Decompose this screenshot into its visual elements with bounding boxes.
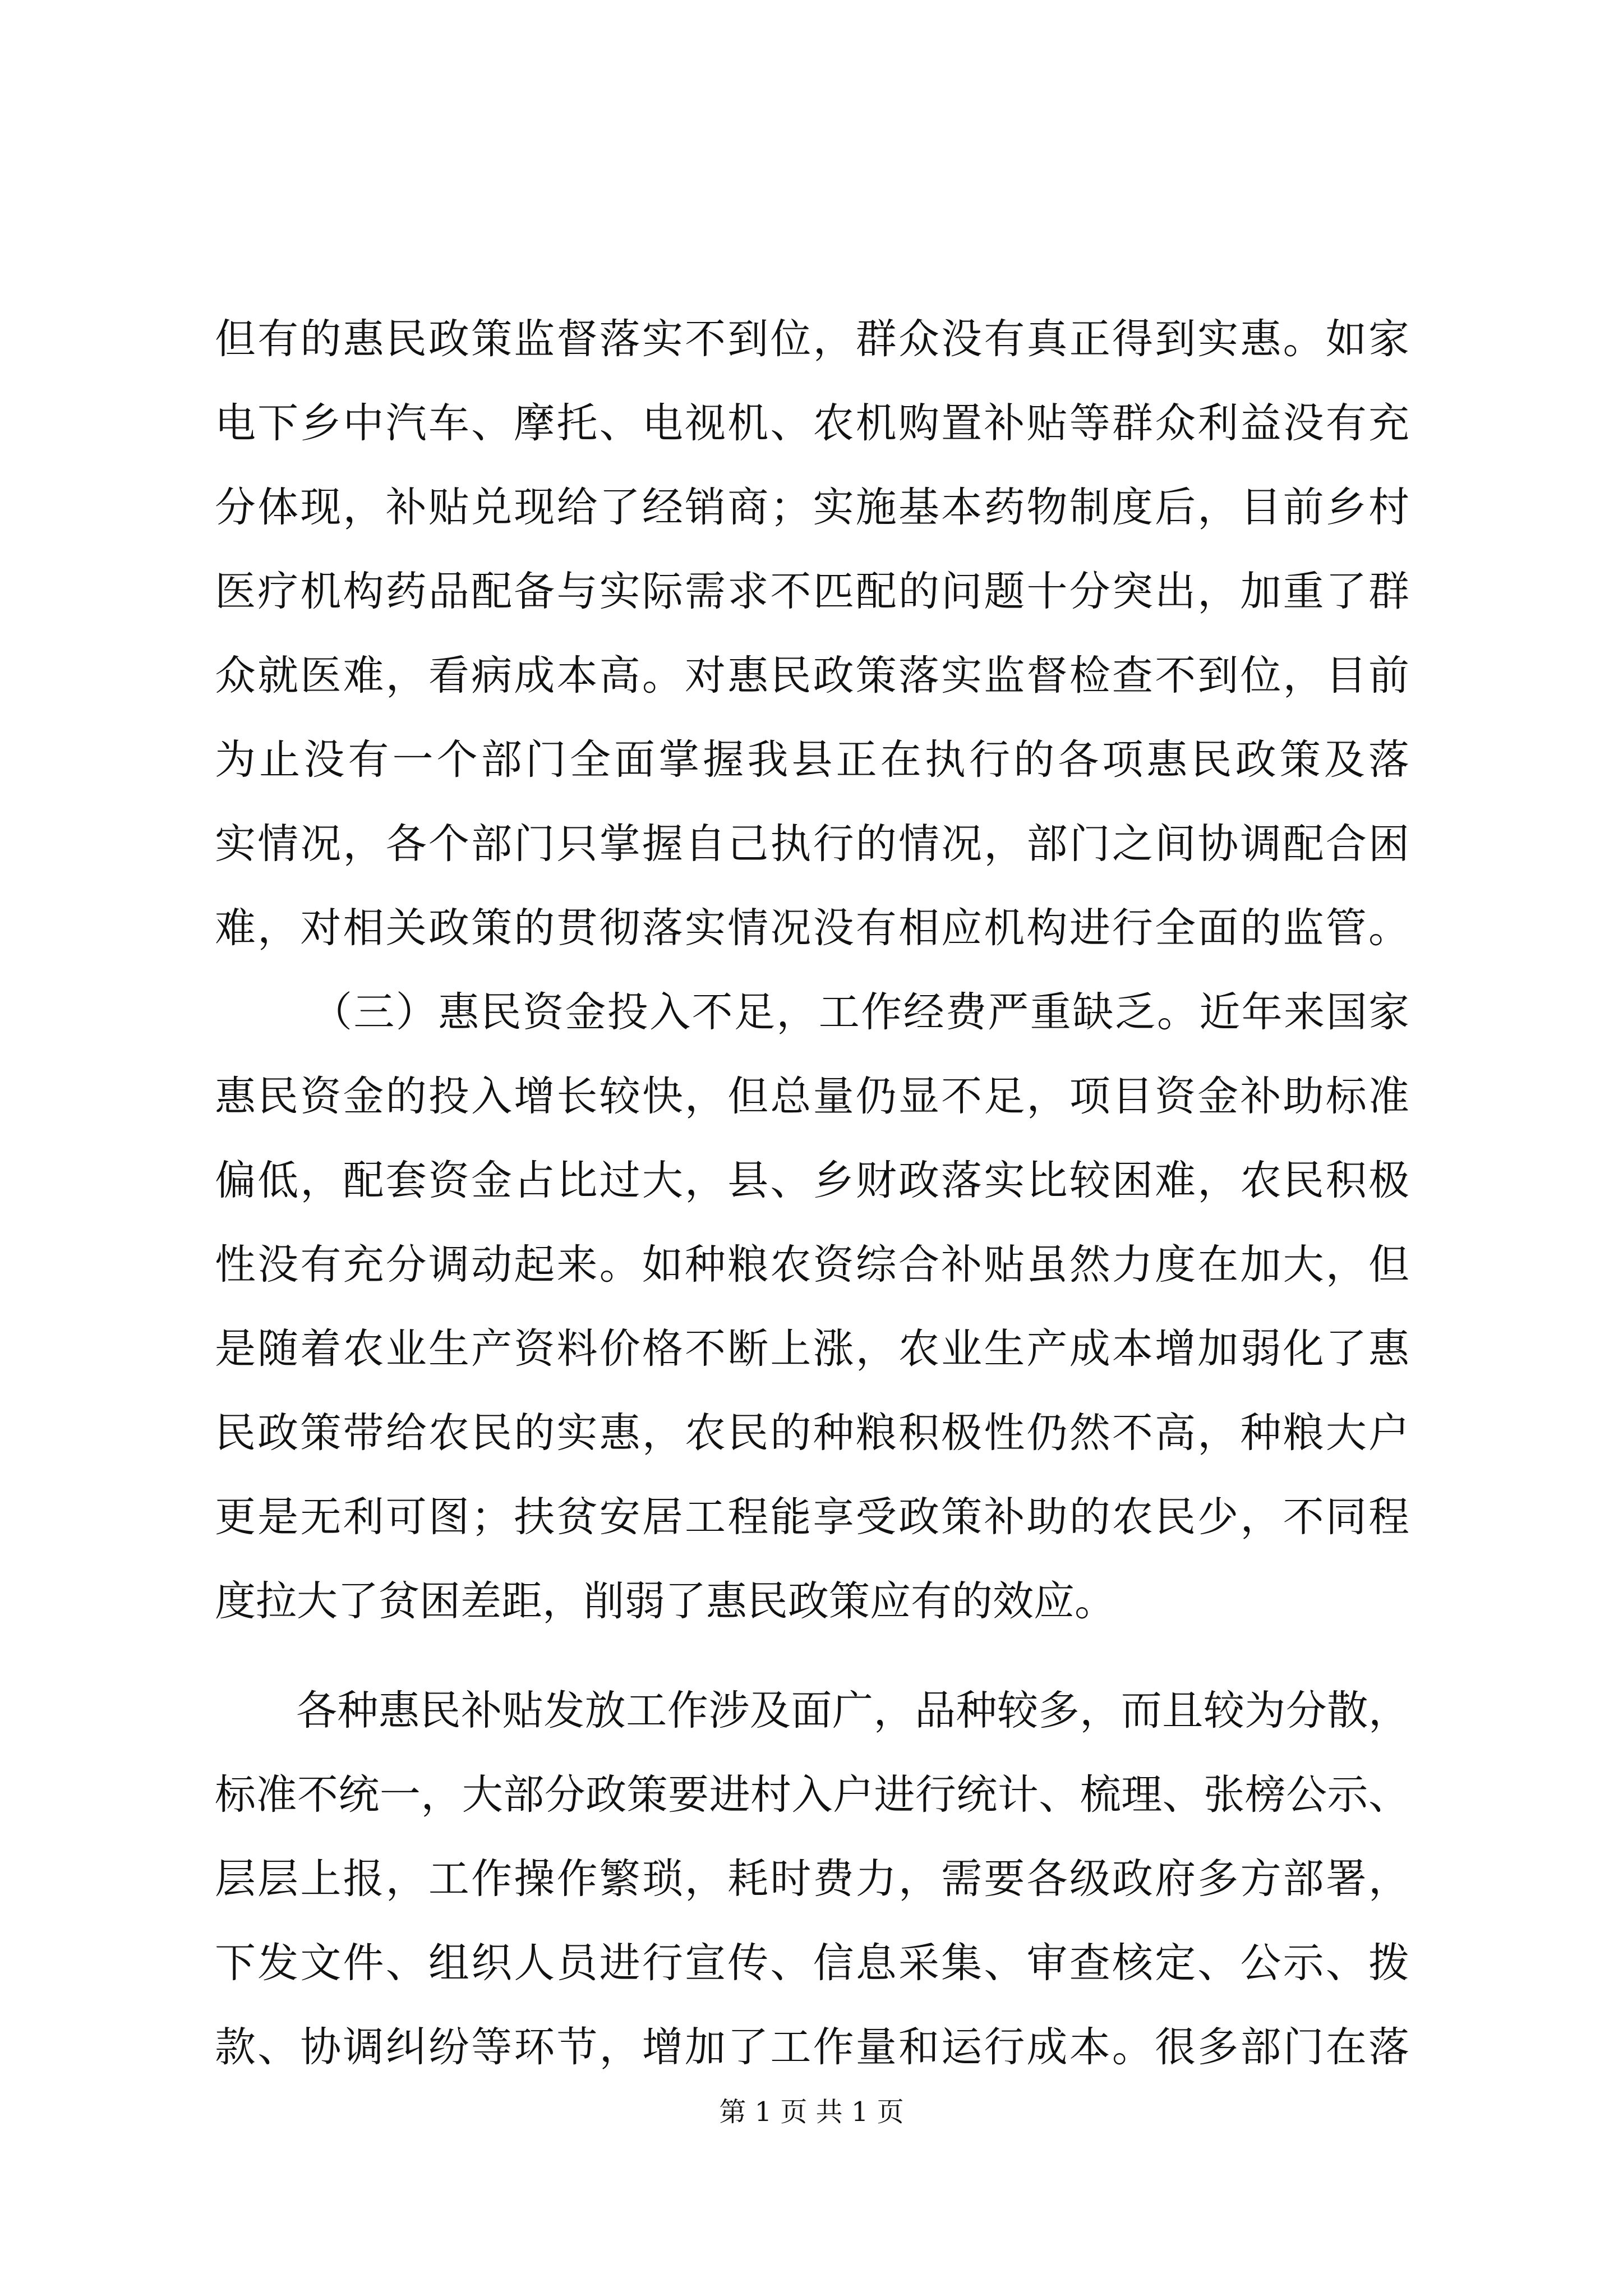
page-number-footer: 第 1 页 共 1 页 (719, 2096, 904, 2128)
text-line: 民政策带给农民的实惠，农民的种粮积极性仍然不高，种粮大户 (215, 1409, 1409, 1457)
text-line: 款、协调纠纷等环节，增加了工作量和运行成本。很多部门在落 (215, 2023, 1409, 2071)
text-line: 难，对相关政策的贯彻落实情况没有相应机构进行全面的监管。 (215, 904, 1409, 952)
text-line: 实情况，各个部门只掌握自己执行的情况，部门之间协调配合困 (215, 820, 1409, 868)
text-line: 分体现，补贴兑现给了经销商；实施基本药物制度后，目前乡村 (215, 484, 1409, 531)
text-line: 下发文件、组织人员进行宣传、信息采集、审查核定、公示、拨 (215, 1939, 1409, 1987)
text-line: 更是无利可图；扶贫安居工程能享受政策补助的农民少，不同程 (215, 1493, 1409, 1541)
text-line: 度拉大了贫困差距，削弱了惠民政策应有的效应。 (215, 1577, 1115, 1625)
text-line: 为止没有一个部门全面掌握我县正在执行的各项惠民政策及落 (215, 736, 1409, 784)
text-line: 各种惠民补贴发放工作涉及面广，品种较多，而且较为分散， (296, 1687, 1409, 1734)
text-line: （三）惠民资金投入不足，工作经费严重缺乏。近年来国家 (311, 988, 1409, 1036)
text-line: 层层上报，工作操作繁琐，耗时费力，需要各级政府多方部署， (215, 1855, 1409, 1903)
text-line: 是随着农业生产资料价格不断上涨，农业生产成本增加弱化了惠 (215, 1325, 1409, 1373)
text-line: 但有的惠民政策监督落实不到位，群众没有真正得到实惠。如家 (215, 315, 1409, 363)
text-line: 偏低，配套资金占比过大，县、乡财政落实比较困难，农民积极 (215, 1157, 1409, 1204)
text-line: 医疗机构药品配备与实际需求不匹配的问题十分突出，加重了群 (215, 568, 1409, 615)
text-line: 惠民资金的投入增长较快，但总量仍显不足，项目资金补助标准 (215, 1073, 1409, 1120)
text-line: 性没有充分调动起来。如种粮农资综合补贴虽然力度在加大，但 (215, 1241, 1409, 1289)
text-line: 众就医难，看病成本高。对惠民政策落实监督检查不到位，目前 (215, 652, 1409, 700)
text-line: 标准不统一，大部分政策要进村入户进行统计、梳理、张榜公示、 (215, 1771, 1409, 1819)
text-line: 电下乡中汽车、摩托、电视机、农机购置补贴等群众利益没有充 (215, 399, 1409, 447)
